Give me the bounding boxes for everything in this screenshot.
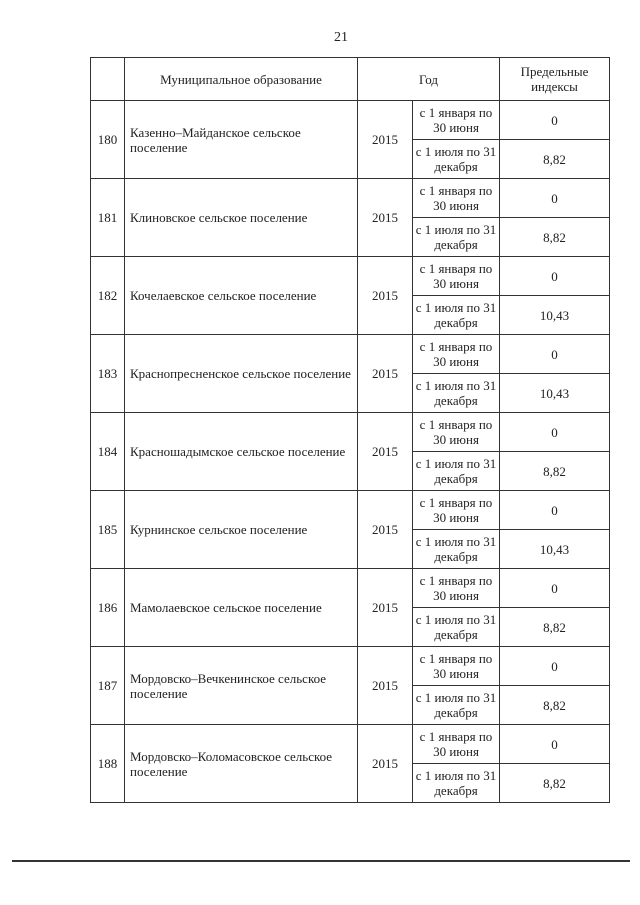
year-cell: 2015: [358, 335, 413, 413]
row-number: 183: [91, 335, 125, 413]
row-number: 184: [91, 413, 125, 491]
table-row: [91, 335, 610, 374]
table-row: [91, 647, 610, 686]
index-value: 0: [500, 101, 610, 140]
index-value: 0: [500, 725, 610, 764]
municipality-name: Клиновское сельское поселение: [125, 179, 358, 257]
municipality-name: Курнинское сельское поселение: [125, 491, 358, 569]
bottom-rule: [12, 860, 630, 862]
index-value: 10,43: [500, 530, 610, 569]
municipality-name: Казенно–Майданское сельское поселение: [125, 101, 358, 179]
index-value: 0: [500, 491, 610, 530]
period-label: с 1 июля по 31 декабря: [413, 218, 500, 257]
header-index: Предельные индексы: [500, 58, 610, 101]
municipality-name: Красношадымское сельское поселение: [125, 413, 358, 491]
index-value: 10,43: [500, 296, 610, 335]
period-label: с 1 января по 30 июня: [413, 491, 500, 530]
table-header-row: [91, 58, 610, 101]
row-number: 180: [91, 101, 125, 179]
table-row: [91, 569, 610, 608]
period-label: с 1 июля по 31 декабря: [413, 686, 500, 725]
row-number: 188: [91, 725, 125, 803]
index-value: 10,43: [500, 374, 610, 413]
index-value: 8,82: [500, 608, 610, 647]
index-value: 8,82: [500, 764, 610, 803]
year-cell: 2015: [358, 413, 413, 491]
table-row: [91, 257, 610, 296]
municipality-name: Краснопресненское сельское поселение: [125, 335, 358, 413]
row-number: 182: [91, 257, 125, 335]
row-number: 186: [91, 569, 125, 647]
period-label: с 1 июля по 31 декабря: [413, 374, 500, 413]
index-value: 0: [500, 647, 610, 686]
period-label: с 1 июля по 31 декабря: [413, 140, 500, 179]
table-row: [91, 725, 610, 764]
period-label: с 1 января по 30 июня: [413, 569, 500, 608]
period-label: с 1 января по 30 июня: [413, 725, 500, 764]
year-cell: 2015: [358, 647, 413, 725]
municipality-name: Кочелаевское сельское поселение: [125, 257, 358, 335]
index-value: 8,82: [500, 140, 610, 179]
table-row: [91, 491, 610, 530]
header-number: [91, 58, 125, 101]
table-body: [91, 101, 610, 803]
municipality-name: Мордовско–Коломасовское сельское поселение: [125, 725, 358, 803]
index-value: 0: [500, 257, 610, 296]
period-label: с 1 января по 30 июня: [413, 257, 500, 296]
year-cell: 2015: [358, 725, 413, 803]
period-label: с 1 января по 30 июня: [413, 101, 500, 140]
period-label: с 1 июля по 31 декабря: [413, 530, 500, 569]
row-number: 181: [91, 179, 125, 257]
municipality-name: Мамолаевское сельское поселение: [125, 569, 358, 647]
header-municipality: Муниципальное образование: [125, 58, 358, 101]
index-value: 8,82: [500, 218, 610, 257]
index-value: 8,82: [500, 452, 610, 491]
header-year: Год: [358, 58, 500, 101]
year-cell: 2015: [358, 569, 413, 647]
period-label: с 1 июля по 31 декабря: [413, 608, 500, 647]
table-row: [91, 101, 610, 140]
period-label: с 1 января по 30 июня: [413, 179, 500, 218]
municipality-name: Мордовско–Вечкенинское сельское поселение: [125, 647, 358, 725]
year-cell: 2015: [358, 179, 413, 257]
index-value: 0: [500, 413, 610, 452]
row-number: 185: [91, 491, 125, 569]
period-label: с 1 января по 30 июня: [413, 413, 500, 452]
period-label: с 1 июля по 31 декабря: [413, 452, 500, 491]
index-value: 8,82: [500, 686, 610, 725]
index-value: 0: [500, 569, 610, 608]
year-cell: 2015: [358, 257, 413, 335]
row-number: 187: [91, 647, 125, 725]
index-value: 0: [500, 335, 610, 374]
year-cell: 2015: [358, 491, 413, 569]
page-number: 21: [334, 30, 348, 45]
period-label: с 1 января по 30 июня: [413, 335, 500, 374]
index-value: 0: [500, 179, 610, 218]
year-cell: 2015: [358, 101, 413, 179]
table-row: [91, 413, 610, 452]
period-label: с 1 января по 30 июня: [413, 647, 500, 686]
table-row: [91, 179, 610, 218]
tariff-index-table: [90, 57, 610, 803]
period-label: с 1 июля по 31 декабря: [413, 764, 500, 803]
period-label: с 1 июля по 31 декабря: [413, 296, 500, 335]
